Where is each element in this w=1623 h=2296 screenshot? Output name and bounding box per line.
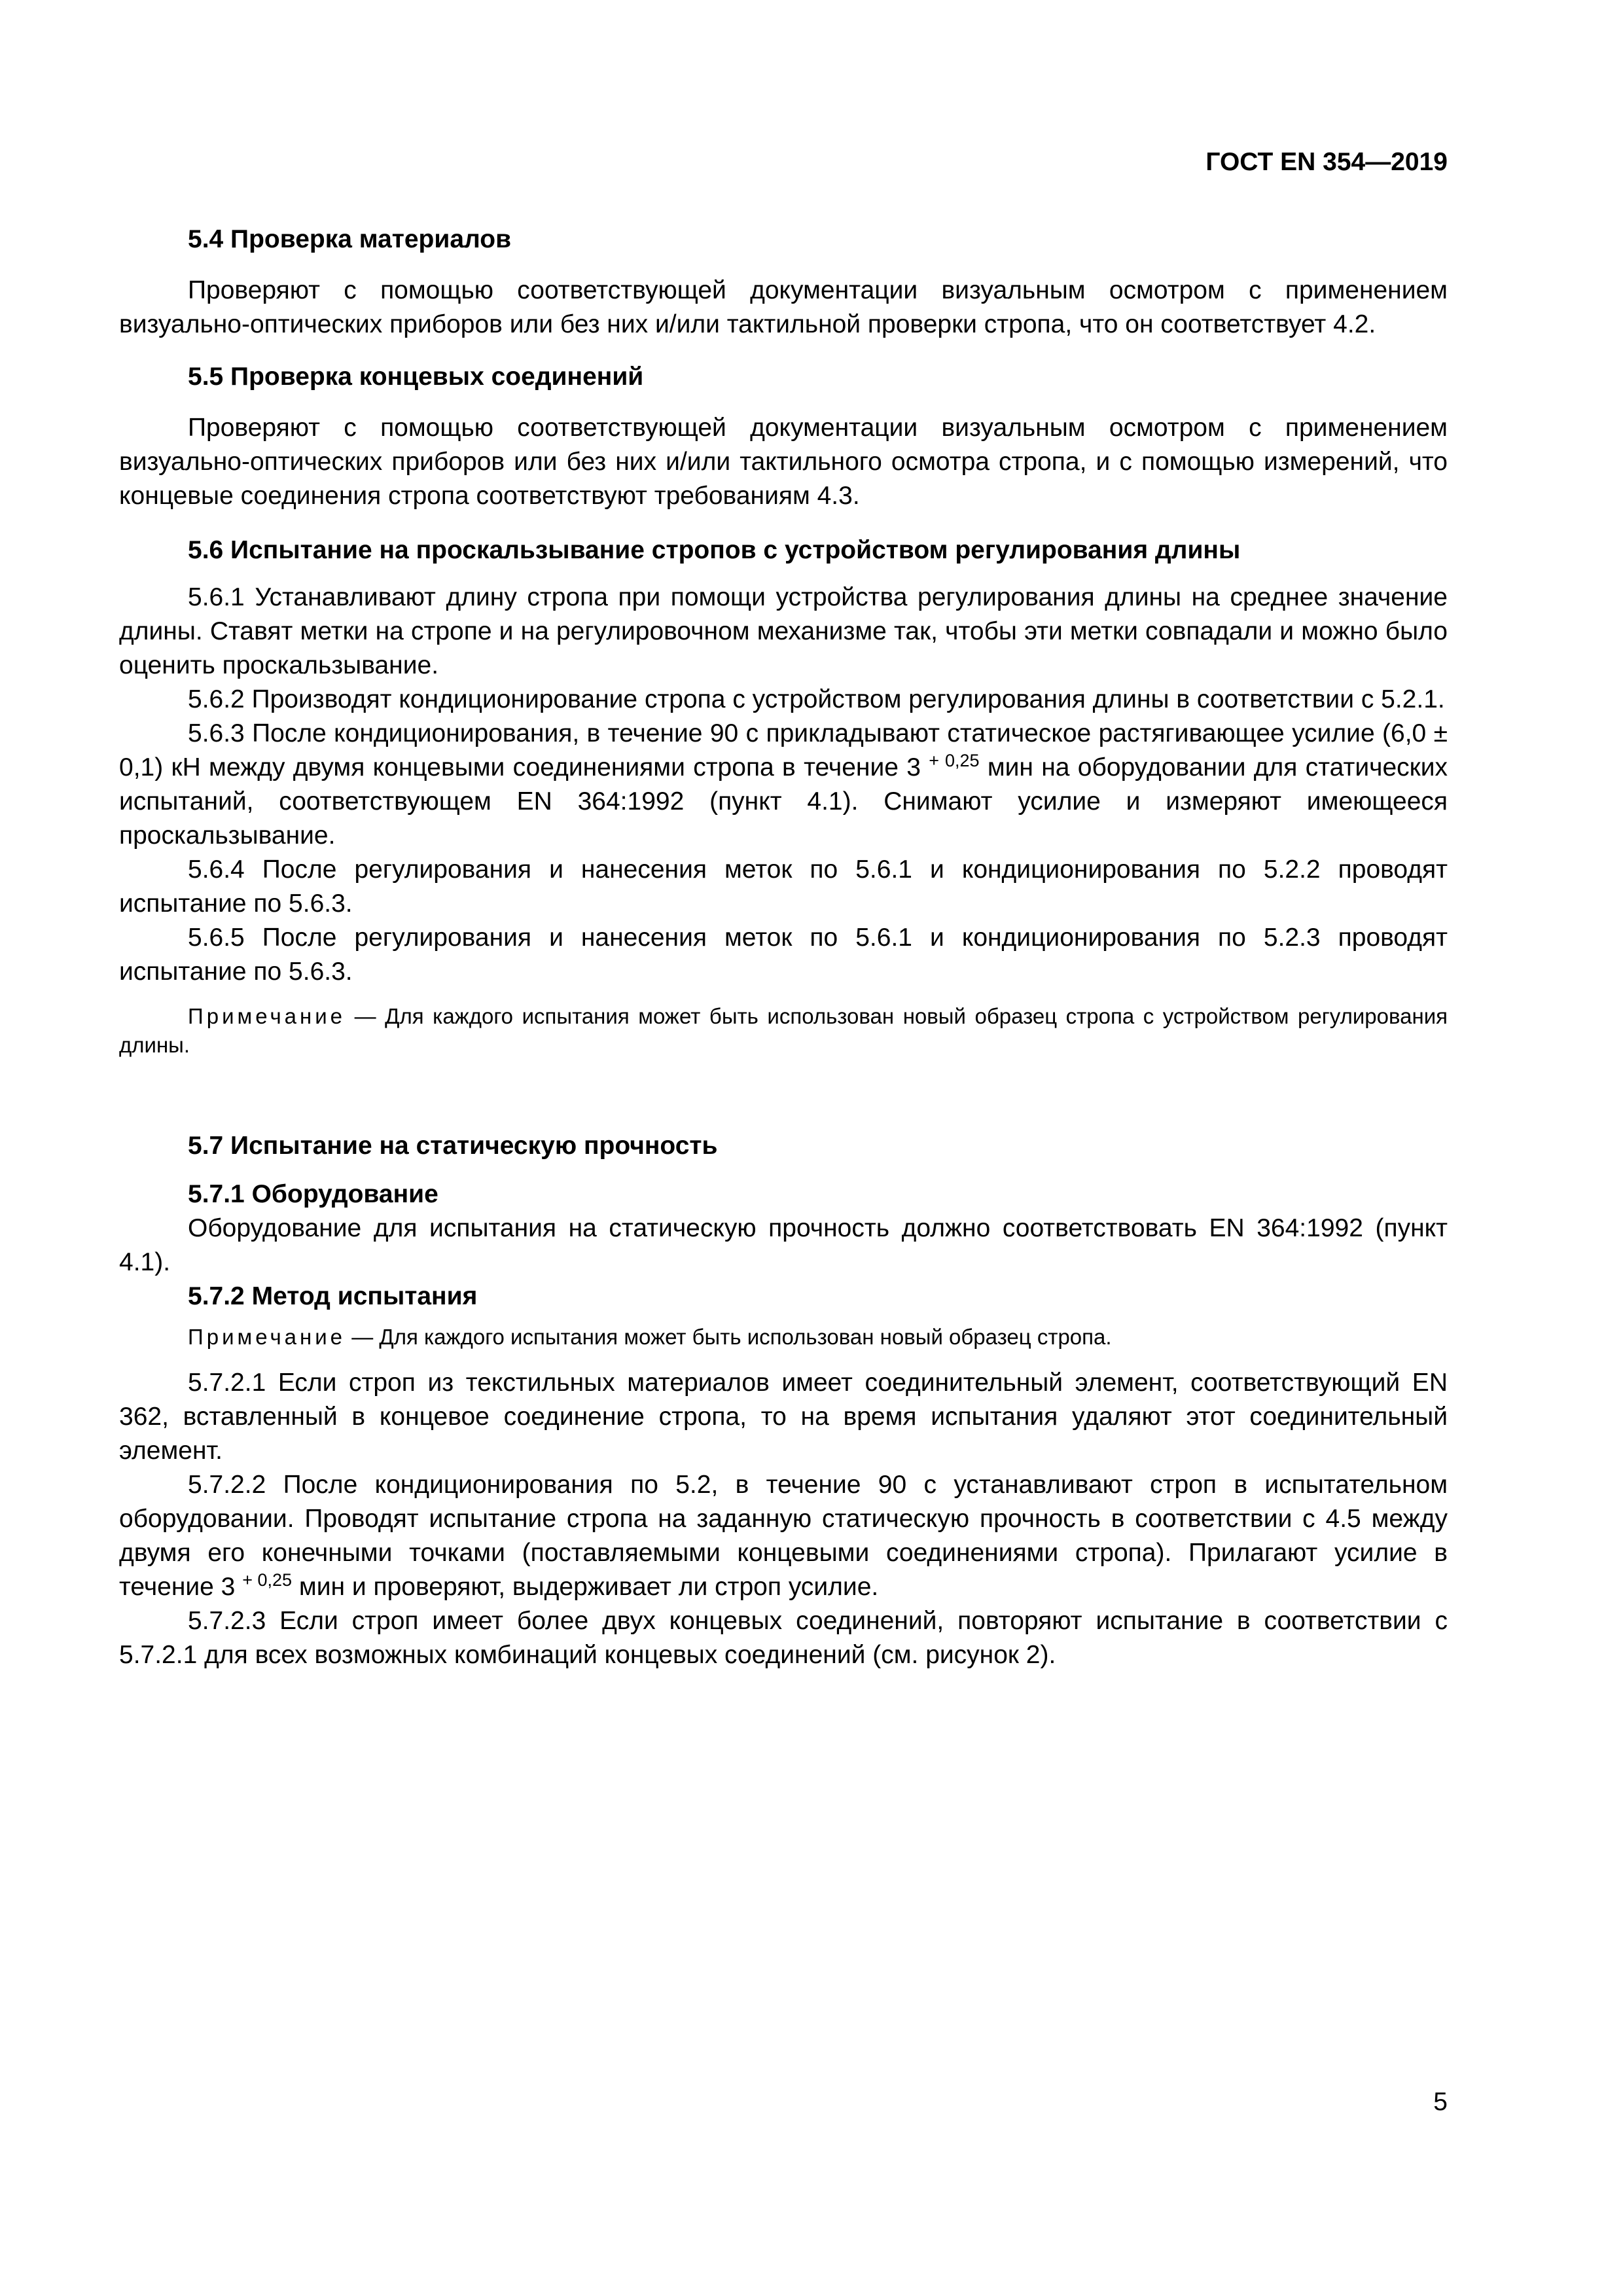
section-5-6: [119, 533, 1448, 1060]
paragraph: Проверяют с помощью соответствующей документации визуальным осмотром с применением визуально-оптических приборов или без них и/или тактильного осмотра стропа, и с помощью измерений, что концевые соединения стропа соответствуют требованиям 4.3.: [119, 414, 1448, 510]
text-part: 5.6.3 После кондиционирования, в течение 90 с прикладывают статическое растягивающее усилие (6,0 ± 0,1) кН между двумя концевыми соединениями стропа в течение 3: [119, 719, 1448, 781]
section-title: 5.4 Проверка материалов: [188, 225, 512, 253]
paragraph: [119, 1468, 1448, 1604]
section-5-4: [119, 223, 1448, 342]
note: [119, 1323, 1448, 1352]
paragraph: 5.7.2.3 Если строп имеет более двух концевых соединений, повторяют испытание в соответствии с 5.7.2.1 для всех возможных комбинаций концевых соединений (см. рисунок 2).: [119, 1607, 1448, 1669]
note-text: — Для каждого испытания может быть использован новый образец стропа с устройством регулирования длины.: [119, 1004, 1448, 1057]
note: [119, 1002, 1448, 1060]
subsection-title: 5.7.2 Метод испытания: [188, 1282, 478, 1310]
document-header: ГОСТ EN 354—2019: [1205, 148, 1448, 176]
tolerance-superscript: + 0,25: [242, 1570, 293, 1590]
note-label: Примечание: [188, 1325, 346, 1349]
section-title: 5.6 Испытание на проскальзывание стропов с устройством регулирования длины: [188, 536, 1241, 564]
tolerance-superscript: + 0,25: [929, 751, 980, 770]
paragraph: Проверяют с помощью соответствующей документации визуальным осмотром с применением визуально-оптических приборов или без них и/или тактильной проверки стропа, что он соответствует 4.2.: [119, 276, 1448, 338]
paragraph: 5.6.2 Производят кондиционирование стропа с устройством регулирования длины в соответствии с 5.2.1.: [188, 685, 1445, 713]
section-5-5: [119, 360, 1448, 513]
paragraph: 5.6.1 Устанавливают длину стропа при помощи устройства регулирования длины на среднее значение длины. Ставят метки на стропе и на регулировочном механизме так, чтобы эти метки совпадали и можно было оценить проскальзывание.: [119, 583, 1448, 679]
paragraph: [119, 717, 1448, 853]
text-part: мин на оборудовании для статических испытаний, соответствующем EN 364:1992 (пункт 4.1). Снимают усилие и измеряют имеющееся проскальзывание.: [119, 753, 1448, 850]
note-text: — Для каждого испытания может быть использован новый образец стропа.: [351, 1325, 1112, 1349]
subsection-title: 5.7.1 Оборудование: [188, 1180, 438, 1208]
section-5-7: [119, 1129, 1448, 1672]
section-title: 5.7 Испытание на статическую прочность: [188, 1132, 718, 1160]
page-number: 5: [1433, 2088, 1448, 2116]
note-label: Примечание: [188, 1004, 346, 1028]
paragraph: 5.7.2.1 Если строп из текстильных материалов имеет соединительный элемент, соответствующий EN 362, вставленный в концевое соединение стропа, то на время испытания удаляют этот соединительный элемент.: [119, 1369, 1448, 1465]
text-part: 5.7.2.2 После кондиционирования по 5.2, в течение 90 с устанавливают строп в испытательном оборудовании. Проводят испытание стропа на заданную статическую прочность в соответствии с 4.5 между двумя его конечными точками (поставляемыми концевыми соединениями стропа). Прилагают усилие в течение 3: [119, 1471, 1448, 1601]
paragraph: 5.6.4 После регулирования и нанесения меток по 5.6.1 и кондиционирования по 5.2.2 проводят испытание по 5.6.3.: [119, 855, 1448, 918]
paragraph: 5.6.5 После регулирования и нанесения меток по 5.6.1 и кондиционирования по 5.2.3 проводят испытание по 5.6.3.: [119, 924, 1448, 986]
text-part: мин и проверяют, выдерживает ли строп усилие.: [298, 1573, 879, 1601]
section-title: 5.5 Проверка концевых соединений: [188, 363, 644, 391]
paragraph: Оборудование для испытания на статическую прочность должно соответствовать EN 364:1992 (пункт 4.1).: [119, 1214, 1448, 1276]
